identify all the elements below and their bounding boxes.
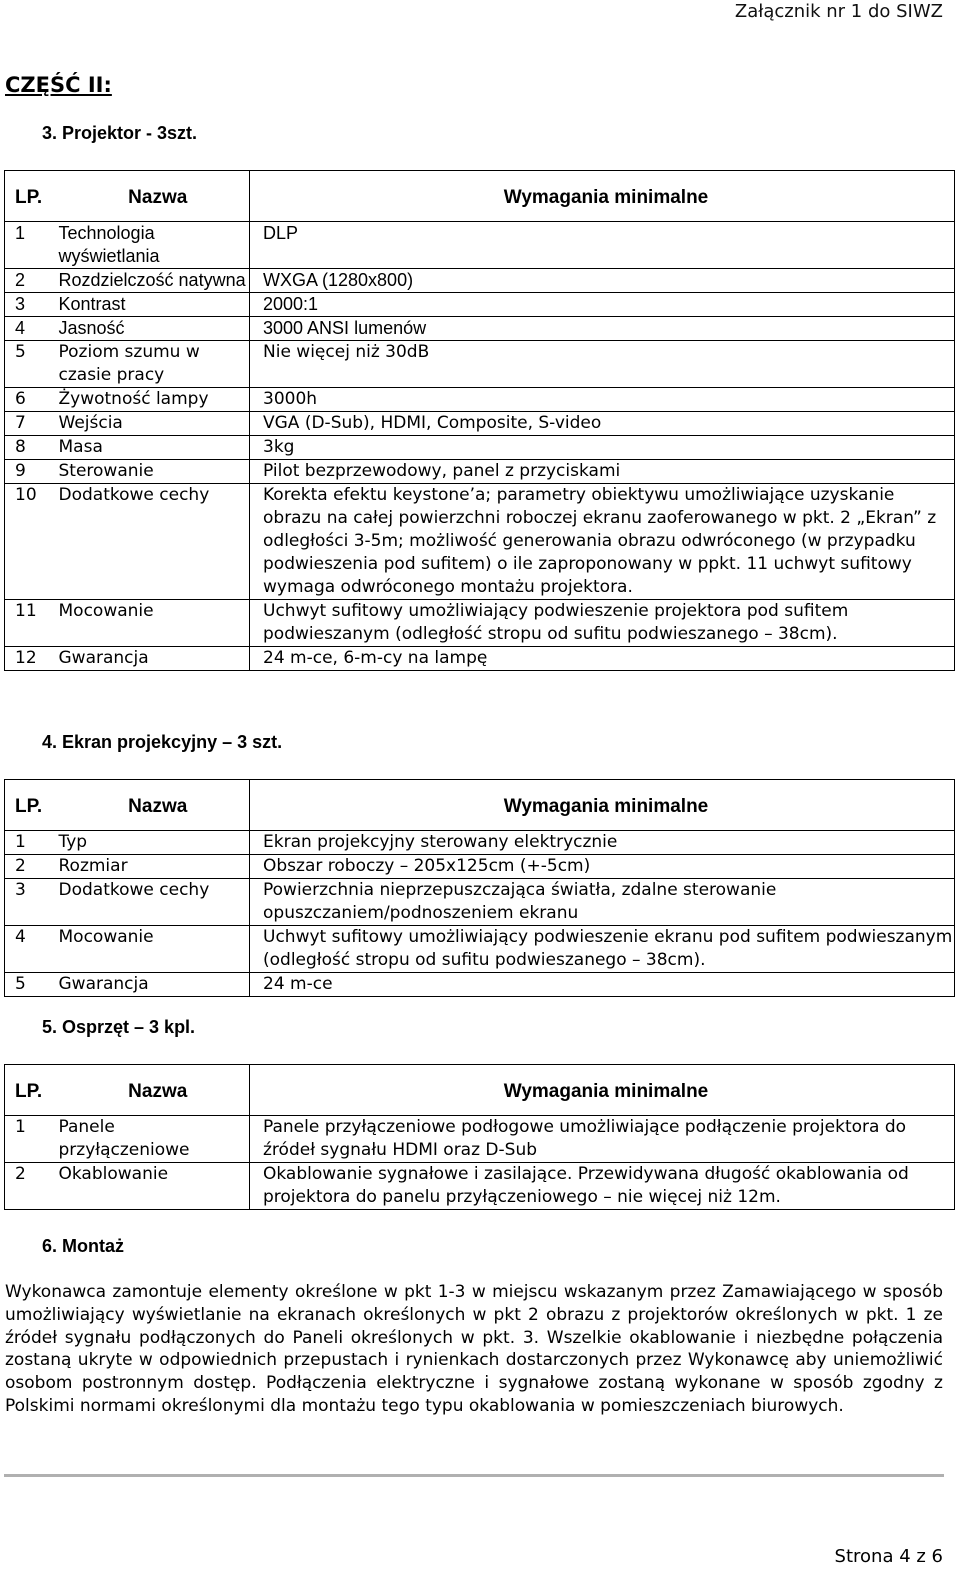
header-lp: LP. — [5, 1065, 59, 1116]
table-header-row — [5, 171, 955, 222]
row-lp: 11 — [5, 600, 59, 647]
projector-spec-table — [4, 170, 955, 671]
table-row — [5, 269, 955, 293]
row-name: Okablowanie — [59, 1163, 250, 1210]
row-value: WXGA (1280x800) — [250, 269, 955, 293]
row-name: Rozdzielczość natywna — [59, 269, 250, 293]
page-number: Strona 4 z 6 — [834, 1546, 943, 1567]
row-value: 3000h — [250, 388, 955, 412]
table-row — [5, 855, 955, 879]
document-header-note: Załącznik nr 1 do SIWZ — [734, 1, 943, 22]
row-lp: 10 — [5, 484, 59, 600]
row-value: Nie więcej niż 30dB — [250, 341, 955, 388]
table-header-row — [5, 780, 955, 831]
row-value: Uchwyt sufitowy umożliwiający podwieszenie projektora pod sufitem podwieszanym (odległość stropu od sufitu podwieszanego – 38cm). — [250, 600, 955, 647]
screen-spec-table — [4, 779, 955, 997]
table-row — [5, 388, 955, 412]
row-name: Panele przyłączeniowe — [59, 1116, 250, 1163]
table-header-row — [5, 1065, 955, 1116]
row-lp: 3 — [5, 879, 59, 926]
row-value: Panele przyłączeniowe podłogowe umożliwiające podłączenie projektora do źródeł sygnału HDMI oraz D-Sub — [250, 1116, 955, 1163]
row-lp: 4 — [5, 926, 59, 973]
row-value: Pilot bezprzewodowy, panel z przyciskami — [250, 460, 955, 484]
section-title-projector: 3. Projektor - 3szt. — [42, 123, 198, 143]
header-requirements: Wymagania minimalne — [250, 780, 955, 831]
table-row — [5, 460, 955, 484]
row-name: Rozmiar — [59, 855, 250, 879]
table-row — [5, 600, 955, 647]
header-name: Nazwa — [59, 171, 250, 222]
header-requirements: Wymagania minimalne — [250, 171, 955, 222]
table-row — [5, 831, 955, 855]
row-value: 24 m-ce, 6-m-cy na lampę — [250, 647, 955, 671]
row-lp: 5 — [5, 973, 59, 997]
row-value: VGA (D-Sub), HDMI, Composite, S-video — [250, 412, 955, 436]
row-name: Gwarancja — [59, 647, 250, 671]
row-name: Gwarancja — [59, 973, 250, 997]
row-lp: 1 — [5, 222, 59, 269]
row-name: Dodatkowe cechy — [59, 484, 250, 600]
row-name: Sterowanie — [59, 460, 250, 484]
montaz-paragraph: Wykonawca zamontuje elementy określone w pkt 1-3 w miejscu wskazanym przez Zamawiającego w sposób umożliwiający wyświetlanie na ekranach określonych w pkt 2 obrazu z projektorów określonych w pkt. 1 ze źródeł sygnału podłączonych do Paneli określonych w pkt. 3. Wszelkie okablowanie i niezbędne połączenia zostaną ukryte w odpowiednich przepustach i rynienkach dostarczonych przez Wykonawcę aby uniemożliwić osobom postronnym dostęp. Podłączenia elektryczne i sygnałowe zostaną wykonane w sposób zgodny z Polskimi normami określonymi dla montażu tego typu okablowania w pomieszczeniach biurowych. — [5, 1282, 943, 1416]
row-lp: 8 — [5, 436, 59, 460]
header-name: Nazwa — [59, 780, 250, 831]
row-lp: 4 — [5, 317, 59, 341]
row-value: Powierzchnia nieprzepuszczająca światła, zdalne sterowanie opuszczaniem/podnoszeniem ekranu — [250, 879, 955, 926]
row-lp: 1 — [5, 1116, 59, 1163]
row-name: Mocowanie — [59, 926, 250, 973]
row-value: 3kg — [250, 436, 955, 460]
row-lp: 2 — [5, 269, 59, 293]
row-name: Wejścia — [59, 412, 250, 436]
section-title-accessories: 5. Osprzęt – 3 kpl. — [42, 1017, 196, 1037]
header-name: Nazwa — [59, 1065, 250, 1116]
row-value: Korekta efektu keystone’a; parametry obiektywu umożliwiające uzyskanie obrazu na całej powierzchni roboczej ekranu zaoferowanego w pkt. 2 „Ekran” z odległości 3-5m; możliwość generowania obrazu odwróconego (w przypadku podwieszenia pod sufitem) o ile zaproponowany w ppkt. 11 uchwyt sufitowy wymaga odwróconego montażu projektora. — [250, 484, 955, 600]
row-lp: 3 — [5, 293, 59, 317]
row-name: Kontrast — [59, 293, 250, 317]
section-title-screen: 4. Ekran projekcyjny – 3 szt. — [42, 732, 283, 752]
section-title-montaz: 6. Montaż — [42, 1236, 125, 1256]
row-lp: 9 — [5, 460, 59, 484]
row-name: Dodatkowe cechy — [59, 879, 250, 926]
row-value: Uchwyt sufitowy umożliwiający podwieszenie ekranu pod sufitem podwieszanym (odległość stropu od sufitu podwieszanego – 38cm). — [250, 926, 955, 973]
row-value: Obszar roboczy – 205x125cm (+-5cm) — [250, 855, 955, 879]
table-row — [5, 412, 955, 436]
row-name: Technologia wyświetlania — [59, 222, 250, 269]
footer-divider — [4, 1474, 944, 1477]
row-name: Masa — [59, 436, 250, 460]
table-row — [5, 222, 955, 269]
row-value: 24 m-ce — [250, 973, 955, 997]
row-value: DLP — [250, 222, 955, 269]
row-lp: 6 — [5, 388, 59, 412]
row-name: Jasność — [59, 317, 250, 341]
row-value: Ekran projekcyjny sterowany elektrycznie — [250, 831, 955, 855]
table-row — [5, 436, 955, 460]
row-lp: 7 — [5, 412, 59, 436]
table-row — [5, 293, 955, 317]
table-row — [5, 647, 955, 671]
table-row — [5, 1116, 955, 1163]
table-row — [5, 317, 955, 341]
table-row — [5, 484, 955, 600]
row-lp: 12 — [5, 647, 59, 671]
table-row — [5, 926, 955, 973]
row-lp: 1 — [5, 831, 59, 855]
header-requirements: Wymagania minimalne — [250, 1065, 955, 1116]
row-value: Okablowanie sygnałowe i zasilające. Przewidywana długość okablowania od projektora do panelu przyłączeniowego – nie więcej niż 12m. — [250, 1163, 955, 1210]
row-name: Mocowanie — [59, 600, 250, 647]
row-name: Żywotność lampy — [59, 388, 250, 412]
part-title: CZĘŚĆ II: — [5, 73, 112, 97]
table-row — [5, 879, 955, 926]
row-lp: 2 — [5, 1163, 59, 1210]
table-row — [5, 1163, 955, 1210]
row-lp: 2 — [5, 855, 59, 879]
row-value: 2000:1 — [250, 293, 955, 317]
row-name: Typ — [59, 831, 250, 855]
row-value: 3000 ANSI lumenów — [250, 317, 955, 341]
header-lp: LP. — [5, 171, 59, 222]
row-lp: 5 — [5, 341, 59, 388]
header-lp: LP. — [5, 780, 59, 831]
row-name: Poziom szumu w czasie pracy — [59, 341, 250, 388]
accessories-spec-table — [4, 1064, 955, 1210]
table-row — [5, 973, 955, 997]
table-row — [5, 341, 955, 388]
